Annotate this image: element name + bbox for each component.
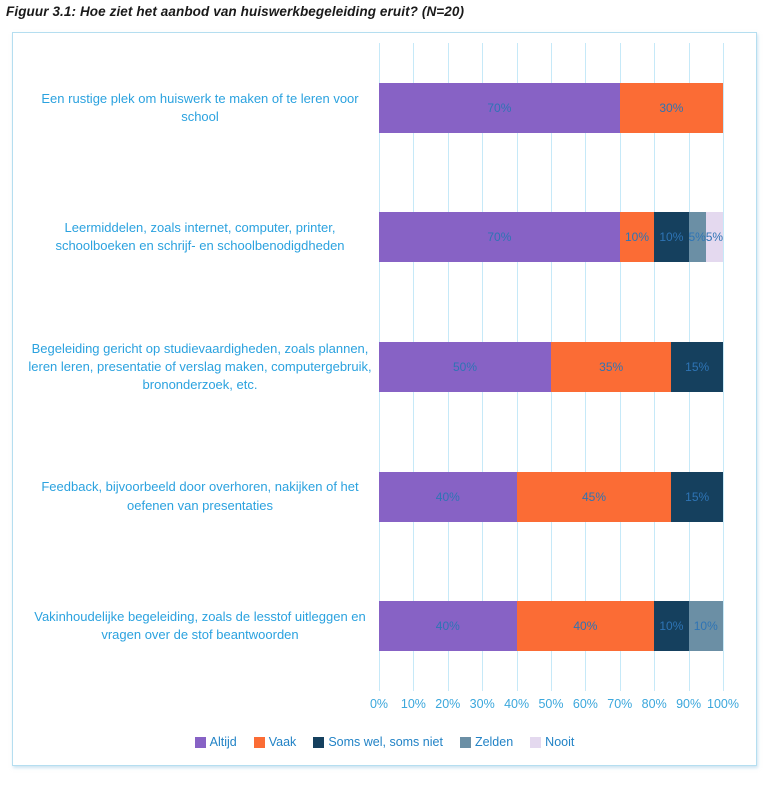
stacked-bar	[379, 472, 723, 522]
stacked-bar	[379, 212, 723, 262]
category-label: Feedback, bijvoorbeeld door overhoren, nakijken of het oefenen van presentaties	[41, 479, 359, 513]
bar-value-label: 70%	[487, 230, 512, 245]
x-tick-label: 30%	[469, 697, 495, 711]
legend-label: Vaak	[268, 735, 297, 749]
chart-row	[13, 432, 756, 562]
bar-segment-altijd	[379, 601, 517, 651]
legend-item-altijd	[195, 735, 237, 749]
bar-segment-soms-wel-soms-niet	[671, 342, 723, 392]
legend-item-nooit	[530, 735, 574, 749]
bar-value-label: 10%	[693, 619, 718, 634]
bar-segment-zelden	[689, 212, 706, 262]
legend-label: Altijd	[209, 735, 237, 749]
bar-segment-vaak	[551, 342, 671, 392]
category-label: Een rustige plek om huiswerk te maken of te leren voor school	[41, 90, 359, 124]
x-tick-label: 40%	[504, 697, 530, 711]
bar-value-label: 40%	[435, 619, 460, 634]
bar-value-label: 5%	[688, 230, 706, 245]
chart-row	[13, 302, 756, 432]
bar-value-label: 30%	[659, 100, 684, 115]
x-tick-label: 70%	[607, 697, 633, 711]
legend-item-soms-wel-soms-niet	[313, 735, 443, 749]
bar-track	[379, 212, 723, 262]
bar-track	[379, 472, 723, 522]
legend-swatch-zelden	[460, 737, 471, 748]
bar-value-label: 15%	[685, 489, 710, 504]
bar-segment-vaak	[620, 83, 723, 133]
legend-label: Zelden	[474, 735, 514, 749]
bar-segment-vaak	[620, 212, 654, 262]
bar-segment-zelden	[689, 601, 723, 651]
category-label: Leermiddelen, zoals internet, computer, printer, schoolboeken en schrijf- en schoolbenodigdheden	[55, 220, 345, 254]
chart-row	[13, 173, 756, 303]
bar-segment-nooit	[706, 212, 723, 262]
bar-value-label: 10%	[659, 619, 684, 634]
x-tick-label: 10%	[400, 697, 426, 711]
legend-item-vaak	[254, 735, 297, 749]
x-tick-label: 20%	[435, 697, 461, 711]
stacked-bar	[379, 342, 723, 392]
x-axis-ticks	[369, 697, 739, 715]
bar-segment-altijd	[379, 212, 620, 262]
bar-value-label: 40%	[435, 489, 460, 504]
bar-segment-soms-wel-soms-niet	[671, 472, 723, 522]
chart-row	[13, 561, 756, 691]
figure-title: Figuur 3.1: Hoe ziet het aanbod van huiswerkbegeleiding eruit? (N=20)	[6, 4, 465, 19]
x-tick-label: 80%	[641, 697, 667, 711]
stacked-bar	[379, 83, 723, 133]
legend-swatch-altijd	[195, 737, 206, 748]
x-tick-label: 60%	[572, 697, 598, 711]
bar-value-label: 15%	[685, 359, 710, 374]
legend-swatch-vaak	[254, 737, 265, 748]
x-tick-label: 0%	[369, 697, 389, 711]
stacked-bar	[379, 601, 723, 651]
bar-value-label: 50%	[452, 359, 478, 374]
legend-swatch-nooit	[530, 737, 541, 748]
bar-value-label: 70%	[487, 100, 512, 115]
bar-segment-soms-wel-soms-niet	[654, 601, 688, 651]
bar-value-label: 10%	[624, 230, 649, 245]
bar-segment-soms-wel-soms-niet	[654, 212, 688, 262]
x-tick-label: 100%	[707, 697, 739, 711]
bar-value-label: 5%	[705, 230, 724, 245]
legend-label: Soms wel, soms niet	[328, 735, 443, 749]
chart-frame	[12, 32, 757, 766]
chart-rows	[13, 43, 756, 691]
chart-legend	[13, 732, 756, 752]
bar-segment-altijd	[379, 472, 517, 522]
legend-item-zelden	[460, 735, 513, 749]
bar-segment-altijd	[379, 83, 620, 133]
category-label: Vakinhoudelijke begeleiding, zoals de lesstof uitleggen en vragen over de stof beantwoorden	[34, 608, 366, 643]
bar-value-label: 35%	[599, 359, 624, 374]
bar-segment-vaak	[517, 472, 672, 522]
legend-swatch-soms-wel-soms-niet	[313, 737, 324, 748]
bar-value-label: 40%	[573, 619, 598, 634]
x-tick-label: 90%	[676, 697, 702, 711]
bar-track	[379, 601, 723, 651]
bar-segment-altijd	[379, 342, 551, 392]
legend-label: Nooit	[545, 735, 575, 749]
category-label: Begeleiding gericht op studievaardigheden, zoals plannen, leren leren, presentatie of verslag maken, computergebruik, brononderzoek, etc.	[28, 340, 372, 393]
bar-track	[379, 83, 723, 133]
bar-track	[379, 342, 723, 392]
chart-row	[13, 43, 756, 173]
bar-segment-vaak	[517, 601, 655, 651]
bar-value-label: 10%	[659, 230, 684, 245]
x-tick-label: 50%	[538, 697, 564, 711]
bar-value-label: 45%	[581, 489, 606, 504]
